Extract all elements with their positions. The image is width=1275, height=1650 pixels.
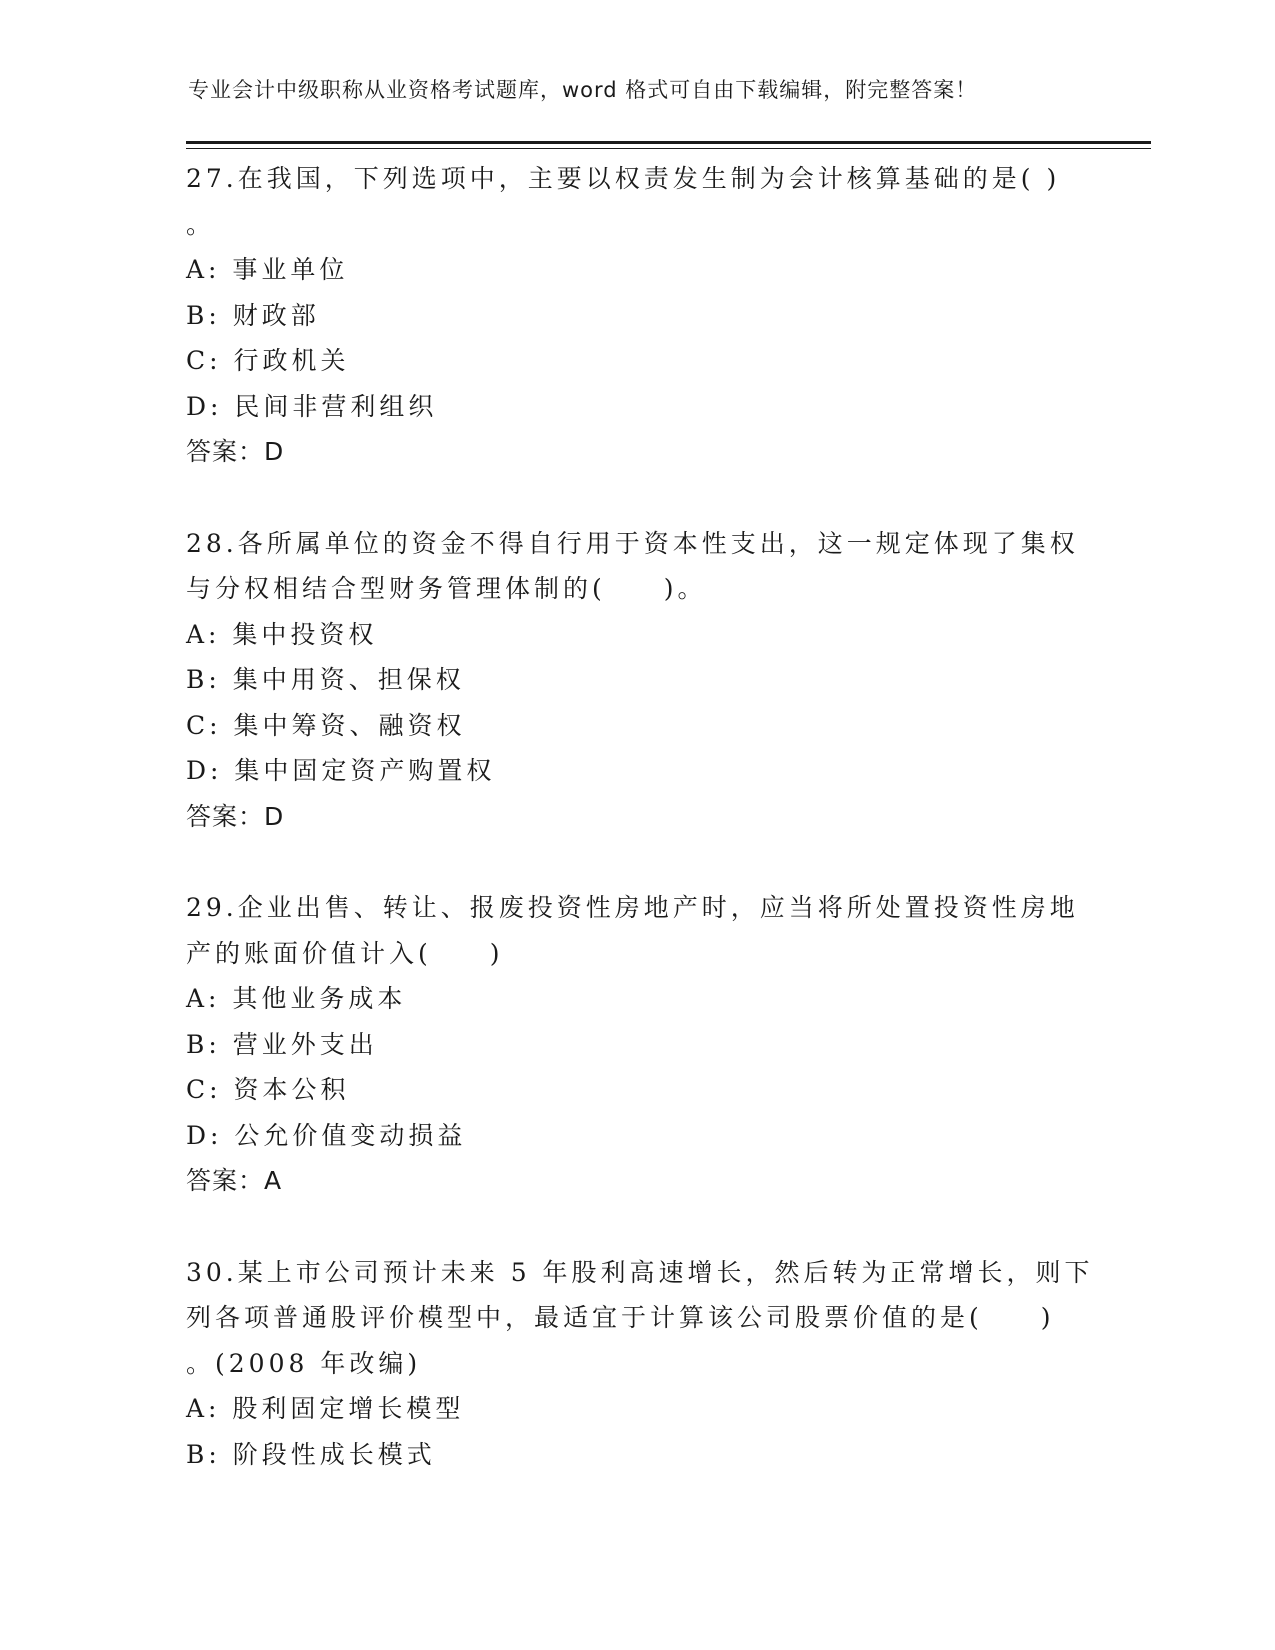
option-d: D: 公允价值变动损益 xyxy=(186,1120,467,1150)
answer: 答案：D xyxy=(186,801,285,831)
question-stem: 产的账面价值计入( ) xyxy=(186,938,504,968)
option-a: A: 事业单位 xyxy=(186,255,349,284)
question-list xyxy=(186,156,1094,1477)
question-stem: 28.各所属单位的资金不得自行用于资本性支出，这一规定体现了集权 xyxy=(186,528,1079,558)
option-a: A: 股利固定增长模型 xyxy=(186,1394,465,1423)
header-rule-thin xyxy=(186,148,1151,149)
question-stem: 27.在我国，下列选项中，主要以权责发生制为会计核算基础的是( ) xyxy=(186,164,1061,193)
option-d: D: 民间非营利组织 xyxy=(186,391,438,421)
question-stem: 与分权相结合型财务管理体制的( )。 xyxy=(186,574,707,603)
question-30 xyxy=(186,1250,1094,1478)
answer: 答案：A xyxy=(186,1166,283,1195)
question-stem: 30.某上市公司预计未来 5 年股利高速增长，然后转为正常增长，则下 xyxy=(186,1257,1094,1287)
option-c: C: 集中筹资、融资权 xyxy=(186,710,466,740)
question-spacer xyxy=(186,475,1066,521)
question-stem: 。(2008 年改编) xyxy=(186,1348,422,1378)
question-29 xyxy=(186,885,1079,1204)
question-spacer xyxy=(186,839,1066,885)
question-27 xyxy=(186,156,1066,475)
option-b: B: 财政部 xyxy=(186,300,320,330)
question-28 xyxy=(186,521,1079,840)
question-stem: 。 xyxy=(186,209,216,239)
question-spacer xyxy=(186,1204,1066,1250)
question-stem: 29.企业出售、转让、报废投资性房地产时，应当将所处置投资性房地 xyxy=(186,893,1079,922)
answer: 答案：D xyxy=(186,437,285,466)
option-b: B: 集中用资、担保权 xyxy=(186,665,465,694)
option-d: D: 集中固定资产购置权 xyxy=(186,756,496,785)
question-stem: 列各项普通股评价模型中，最适宜于计算该公司股票价值的是( ) xyxy=(186,1303,1055,1332)
option-b: B: 阶段性成长模式 xyxy=(186,1439,436,1469)
option-b: B: 营业外支出 xyxy=(186,1029,378,1059)
option-a: A: 集中投资权 xyxy=(186,619,378,649)
header-rule-thick xyxy=(186,141,1151,144)
option-c: C: 资本公积 xyxy=(186,1075,350,1104)
page-header: 专业会计中级职称从业资格考试题库，word 格式可自由下载编辑，附完整答案！ xyxy=(188,78,978,102)
option-c: C: 行政机关 xyxy=(186,346,350,375)
option-a: A: 其他业务成本 xyxy=(186,984,407,1013)
